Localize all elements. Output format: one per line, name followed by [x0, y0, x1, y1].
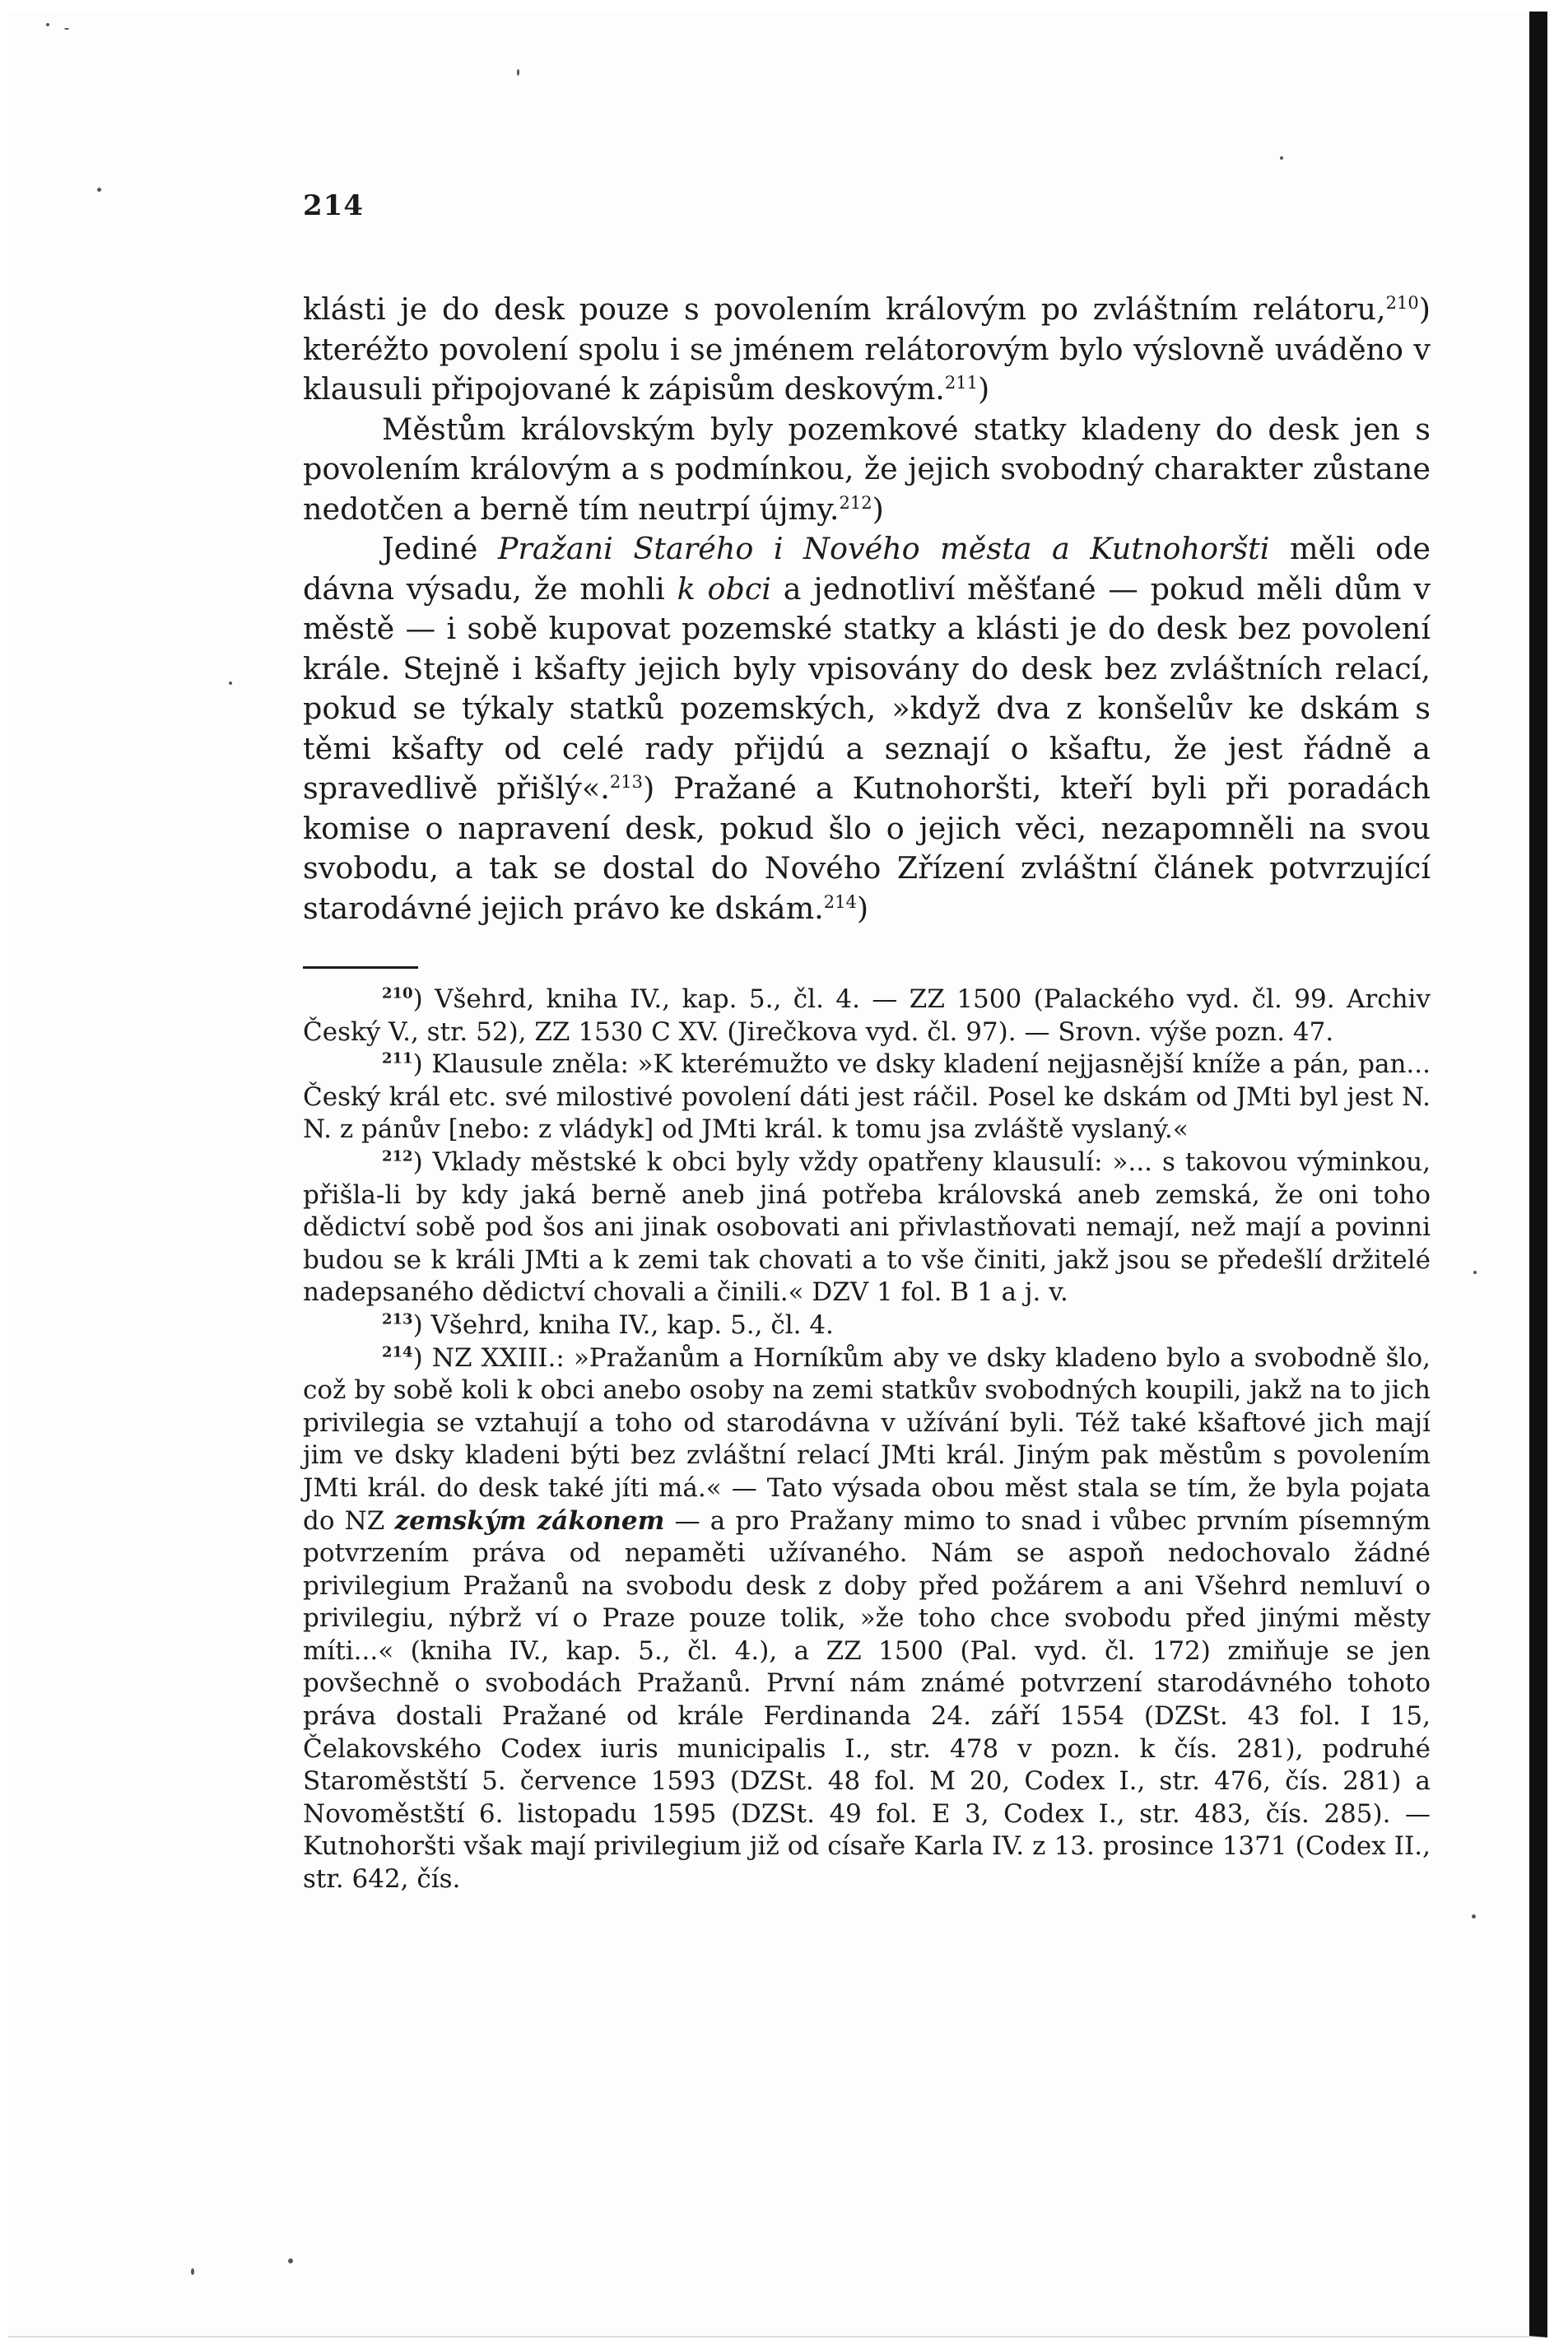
- scan-speck: [1280, 156, 1283, 160]
- scan-speck: [288, 2258, 293, 2263]
- text-run: a jednotliví měšťané — pokud měli dům v městě — i sobě kupovat pozemské statky a klásti je do desk bez povolení krále. Stejně i kšafty jejich byly vpisovány do desk bez zvláštních relací, pokud se týkaly statků pozemských, »když dva z konšelův ke dskám s těmi kšafty od celé rady přijdú a seznají o kšaftu, že jest řádně a spravedlivě přišlý«.: [303, 570, 1431, 806]
- footnote-210: [303, 984, 1431, 1049]
- footnote-number: 210: [382, 984, 413, 1002]
- page-number: 214: [303, 189, 364, 222]
- footnote-text: ) Vklady městské k obci byly vždy opatřeny klausulí: »... s takovou výminkou, přišla-li by kdy jaká berně aneb jiná potřeba královská aneb zemská, že oni toho dědictví sobě pod šos ani jinak osobovati ani přivlastňovati nemají, než mají a povinni budou se k králi JMti a k zemi tak chovati a to vše činiti, jakž jsou se předešlí držitelé nadepsaného dědictví chovali a činili.« DZV 1 fol. B 1 a j. v.: [303, 1147, 1431, 1308]
- footnote-number: 213: [382, 1310, 413, 1328]
- footnote-text: — a pro Pražany mimo to snad i vůbec prvním písemným potvrzením práva od nepaměti užívaného. Nám se aspoň nedochovalo žádné privilegium Pražanů na svobodu desk z doby před požárem a ani Všehrd nemluví o privilegiu, nýbrž ví o Praze pouze tolik, »že toho chce svobodu před jinými městy míti...« (kniha IV., kap. 5., čl. 4.), a ZZ 1500 (Pal. vyd. čl. 172) zmiňuje se jen povšechně o svobodách Pražanů. První nám známé potvrzení starodávného tohoto práva dostali Pražané od krále Ferdinanda 24. září 1554 (DZSt. 43 fol. I 15, Čelakovského Codex iuris municipalis I., str. 478 v pozn. k čís. 281), podruhé Staroměstští 5. července 1593 (DZSt. 48 fol. M 20, Codex I., str. 476, čís. 281) a Novoměstští 6. listopadu 1595 (DZSt. 49 fol. E 3, Codex I., str. 483, čís. 285). — Kutnohoršti však mají privilegium již od císaře Karla IV. z 13. prosince 1371 (Codex II., str. 642, čís.: [303, 1505, 1431, 1895]
- footnotes: [303, 984, 1431, 1896]
- text-run: ): [856, 890, 869, 926]
- footnote-text: ) NZ XXIII.: »Pražanům a Horníkům aby ve dsky kladeno bylo a svobodně šlo, což by sobě koli k obci anebo osoby na zemi statkův svobodných koupili, jakž na to jich privilegia se vztahují a toho od starodávna v užívání byli. Též také kšaftové jich mají jim ve dsky kladeni býti bez zvláštní relací JMti král. Jiným pak městům s povolením JMti král. do desk také jíti má.« — Tato výsada obou měst stala se tím, že byla pojata do NZ: [303, 1342, 1431, 1536]
- footnote-divider: [303, 966, 418, 969]
- footnote-number: 212: [382, 1147, 413, 1165]
- footnote-212: [303, 1147, 1431, 1309]
- footnote-ref[interactable]: 213: [609, 771, 643, 792]
- scan-speck: [1473, 1271, 1477, 1274]
- footnote-ref[interactable]: 211: [944, 372, 978, 393]
- text-run: klásti je do desk pouze s povolením královým po zvláštním relátoru,: [303, 291, 1386, 327]
- paragraph: [303, 529, 1431, 928]
- italic-run: zemským zákonem: [394, 1505, 665, 1536]
- scan-speck: [191, 2268, 194, 2275]
- text-run: Městům královským byly pozemkové statky kladeny do desk jen s povolením královým a s podmínkou, že jejich svobodný charakter zůstane nedotčen a berně tím neutrpí újmy.: [303, 411, 1431, 527]
- footnote-number: 214: [382, 1343, 413, 1361]
- book-page: [303, 189, 1431, 1896]
- footnote-text: ) Všehrd, kniha IV., kap. 5., čl. 4.: [412, 1309, 834, 1340]
- scan-speck: [97, 188, 101, 192]
- text-run: měli ode dávna výsadu, že mohli: [303, 531, 1431, 607]
- scan-speck: [64, 28, 69, 30]
- text-run: ) kteréžto povolení spolu i se jménem relátorovým bylo výslovně uváděno v klausuli připojované k zápisům deskovým.: [303, 291, 1431, 407]
- scan-speck: [46, 23, 49, 26]
- text-run: ) Pražané a Kutnohoršti, kteří byli při poradách komise o napravení desk, pokud šlo o jejich věci, nezapomněli na svou svobodu, a tak se dostal do Nového Zřízení zvláštní článek potvrzující starodávné jejich právo ke dskám.: [303, 770, 1431, 926]
- paragraph: [303, 410, 1431, 530]
- text-run: ): [978, 371, 990, 407]
- scan-speck: [1472, 1914, 1476, 1919]
- footnote-211: [303, 1049, 1431, 1147]
- footnote-text: ) Všehrd, kniha IV., kap. 5., čl. 4. — ZZ 1500 (Palackého vyd. čl. 99. Archiv Český V., str. 52), ZZ 1530 C XV. (Jirečkova vyd. čl. 97). — Srovn. výše pozn. 47.: [303, 984, 1431, 1047]
- italic-run: k obci: [677, 570, 771, 607]
- footnote-number: 211: [382, 1049, 413, 1068]
- footnote-ref[interactable]: 214: [823, 891, 857, 912]
- main-text: [303, 290, 1431, 928]
- text-run: Jediné: [382, 531, 498, 566]
- paragraph: [303, 290, 1431, 410]
- footnote-text: ) Klausule zněla: »K kterémužto ve dsky kladení nejjasnější kníže a pán, pan... Český král etc. své milostivé povolení dáti jest ráčil. Posel ke dskám od JMti byl jest N. N. z pánův [nebo: z vládyk] od JMti král. k tomu jsa zvláště vyslaný.«: [303, 1049, 1431, 1145]
- scan-speck: [517, 69, 519, 76]
- scan-speck: [229, 681, 232, 685]
- footnote-ref[interactable]: 212: [839, 492, 872, 513]
- footnote-213: [303, 1309, 1431, 1342]
- footnote-ref[interactable]: 210: [1385, 292, 1419, 313]
- text-run: ): [872, 491, 884, 527]
- italic-run: Pražani Starého i Nového města a Kutnohoršti: [497, 531, 1270, 566]
- footnote-214: [303, 1342, 1431, 1896]
